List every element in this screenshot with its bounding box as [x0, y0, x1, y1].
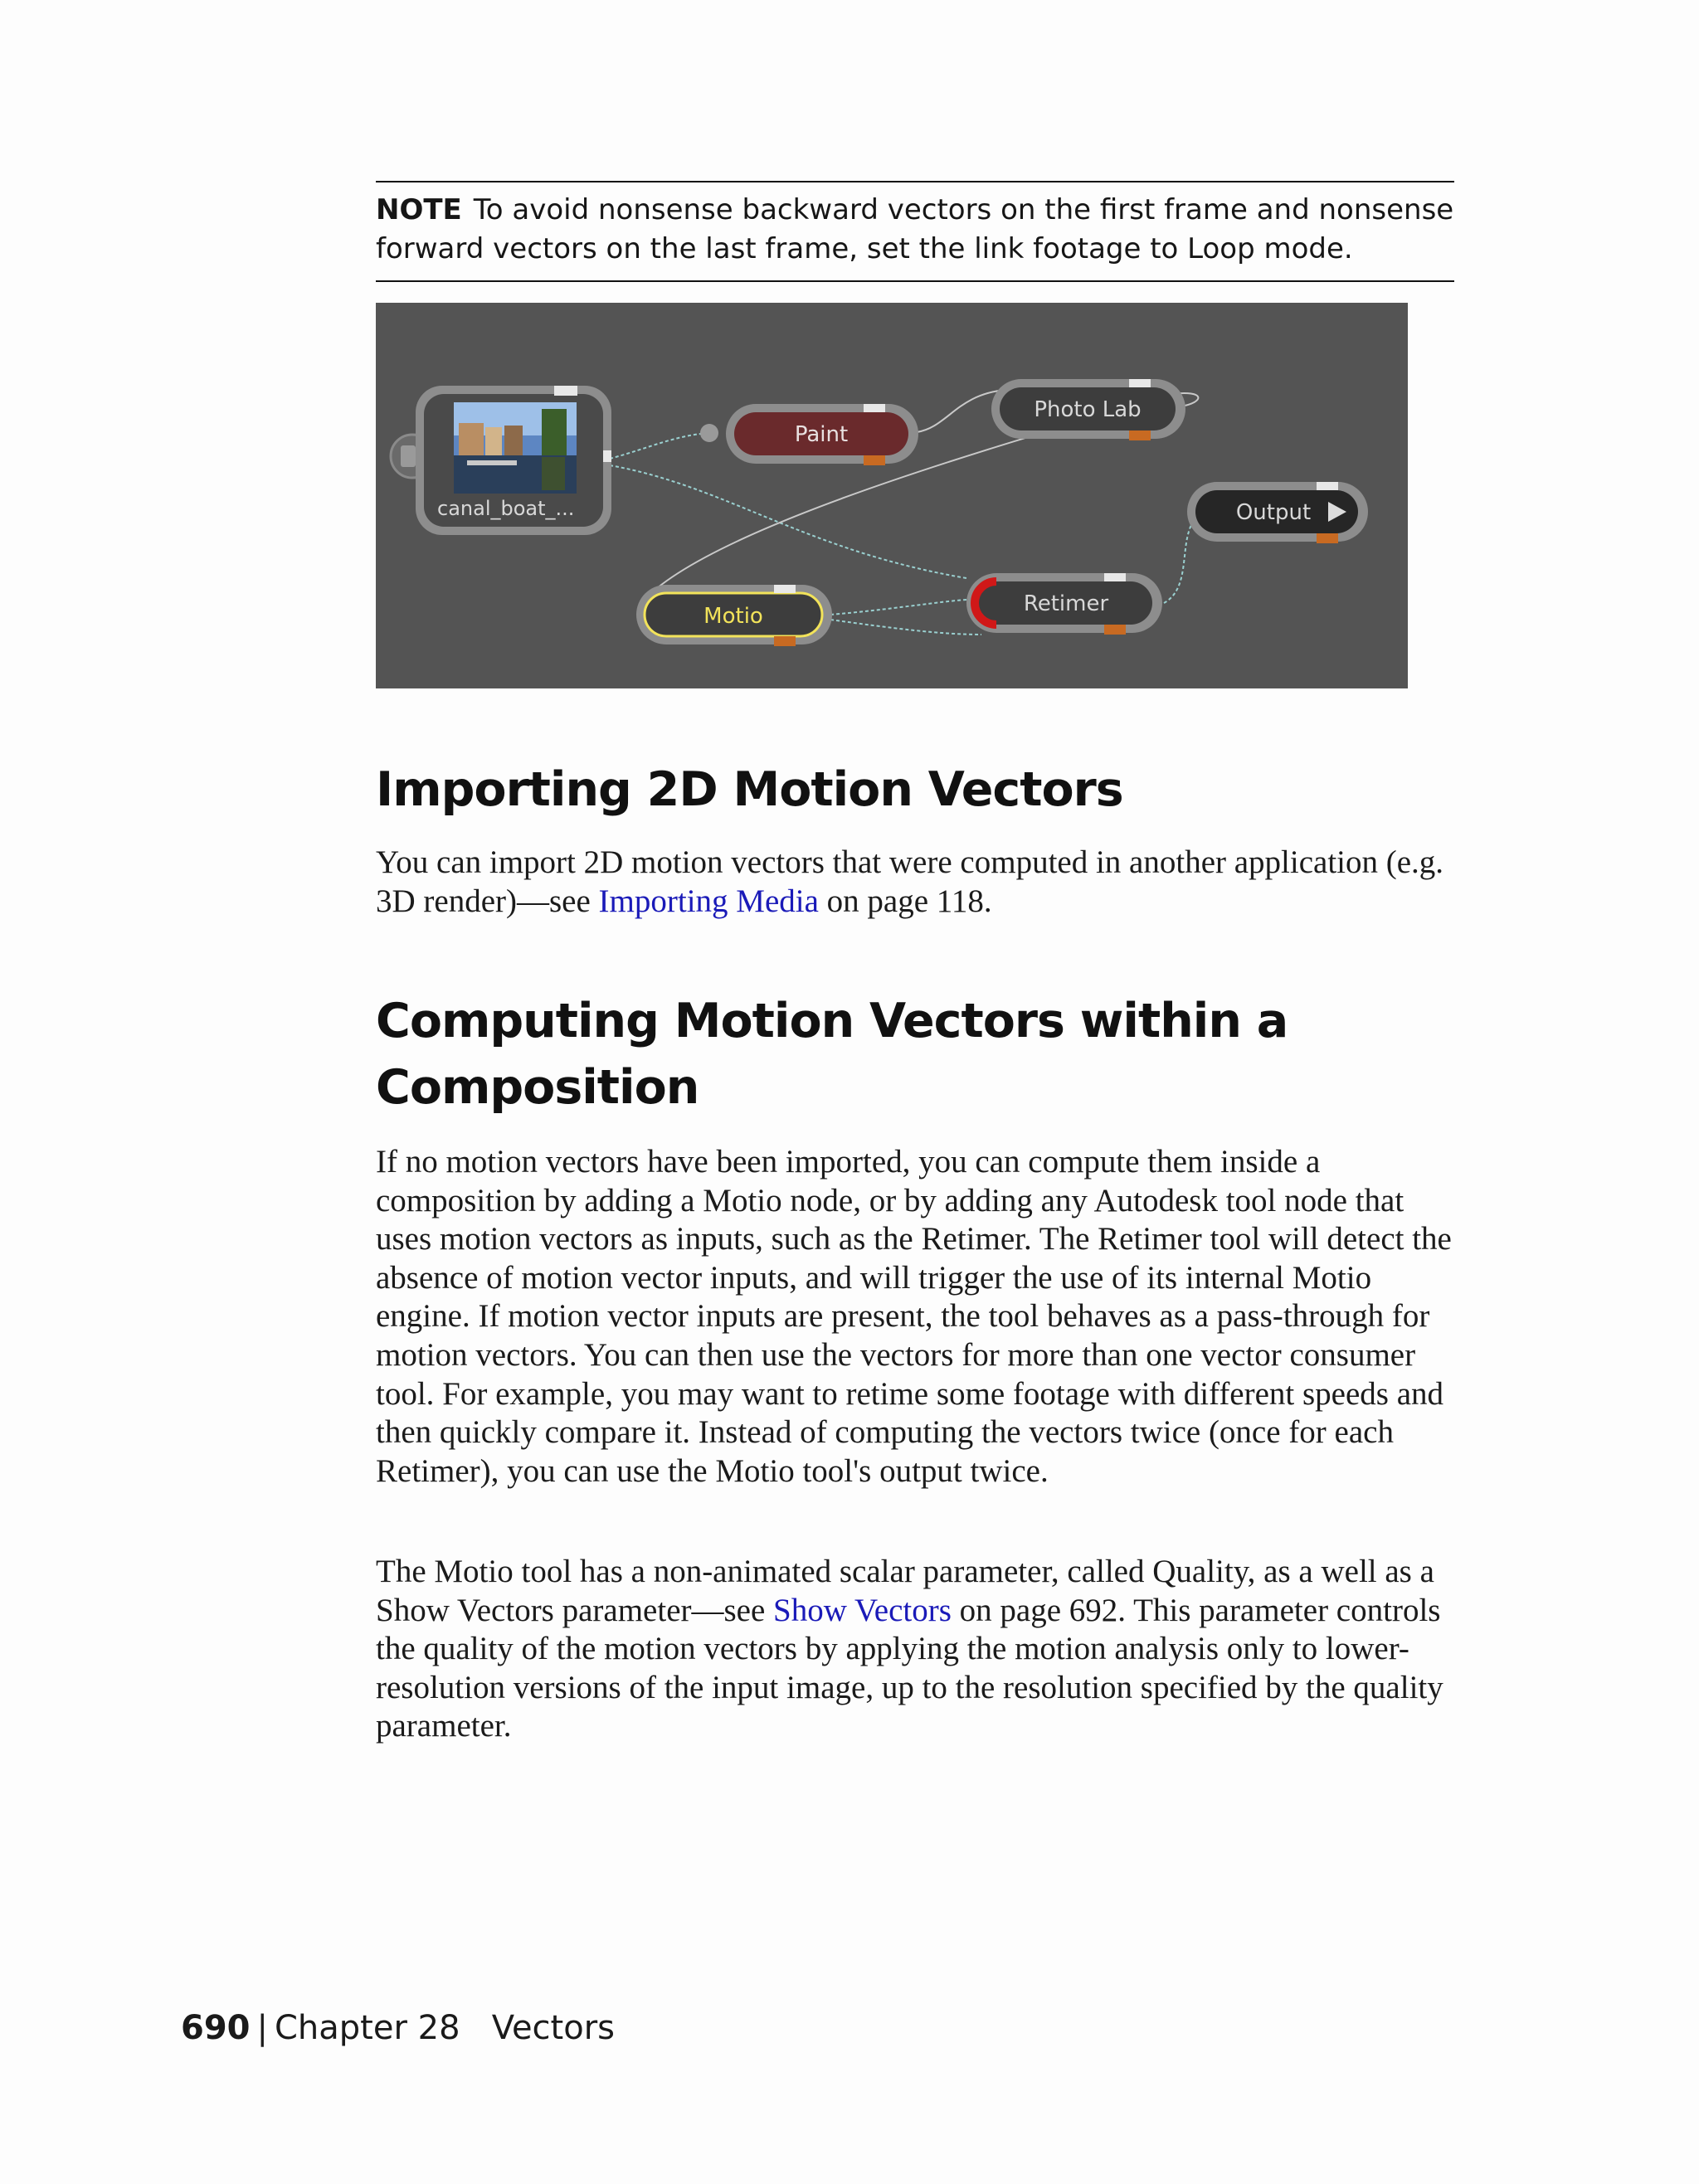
- node-graph-canvas: [376, 303, 1408, 688]
- link-canal-paint: [610, 433, 709, 459]
- section1-paragraph: [376, 844, 1463, 921]
- node-motio[interactable]: [636, 585, 832, 646]
- link-motio-retimer-a: [830, 600, 966, 615]
- page-footer: [181, 2009, 615, 2047]
- section2-text-after: on page 692. This parameter controls the quality of the motion vectors by applying the motion analysis only to lower-resolution versions of the input image, up to the resolution specified by the quality parameter.: [376, 1592, 1443, 1744]
- node-canal-label: canal_boat_...: [437, 497, 575, 520]
- node-paint-label: Paint: [794, 422, 849, 447]
- node-canal-boat[interactable]: [391, 386, 611, 535]
- section2-paragraph-1: If no motion vectors have been imported, you can compute them inside a composition by adding a Motio node, or by adding any Autodesk tool node that uses motion vectors as inputs, such as the Retimer. The Retimer tool will detect the absence of motion vector inputs, and will trigger the use of its internal Motio engine. If motion vector inputs are present, the tool behaves as a pass-through for motion vectors. You can then use the vectors for more than one vector consumer tool. For example, you may want to retime some footage with different speeds and then quickly compare it. Instead of computing the vectors twice (once for each Retimer), you can use the Motio tool's output twice.: [376, 1144, 1452, 1489]
- note-label: NOTE: [376, 193, 462, 226]
- section2-paragraph-2: [376, 1553, 1463, 1746]
- node-retimer[interactable]: [966, 573, 1162, 635]
- note-text: To avoid nonsense backward vectors on the first frame and nonsense forward vectors on the last frame, set the link footage to Loop mode.: [376, 193, 1454, 265]
- show-vectors-link[interactable]: Show Vectors: [773, 1592, 952, 1628]
- footer-chapter: Chapter 28: [274, 2009, 460, 2047]
- node-output-label: Output: [1235, 500, 1312, 525]
- node-paint[interactable]: [726, 404, 918, 465]
- node-photo-lab[interactable]: [991, 379, 1185, 440]
- paint-input-port[interactable]: [700, 424, 718, 442]
- node-motio-label: Motio: [703, 604, 763, 629]
- section-heading-computing: Computing Motion Vectors within a Composition: [376, 994, 1288, 1115]
- page-number: 690: [181, 2009, 251, 2047]
- section1-text-after: on page 118.: [818, 883, 992, 919]
- link-motio-retimer-b: [830, 620, 981, 635]
- note-box: [376, 181, 1454, 282]
- footer-separator: |: [256, 2009, 268, 2047]
- section1-text-before: You can import 2D motion vectors that were computed in another application (e.g. 3D render)—see: [376, 844, 1444, 919]
- section2-text-before: The Motio tool has a non-animated scalar parameter, called Quality, as a well as a Show Vectors parameter—see: [376, 1554, 1434, 1628]
- importing-media-link[interactable]: Importing Media: [598, 883, 819, 919]
- link-canal-retimer: [610, 465, 966, 578]
- section-heading-importing: Importing 2D Motion Vectors: [376, 762, 1123, 817]
- node-photo-lab-label: Photo Lab: [1034, 397, 1142, 422]
- canal-thumbnail-icon: [454, 402, 577, 494]
- node-graph-figure: [376, 303, 1408, 688]
- footer-title: Vectors: [491, 2009, 615, 2047]
- node-retimer-label: Retimer: [1023, 591, 1109, 616]
- node-output[interactable]: [1187, 482, 1368, 543]
